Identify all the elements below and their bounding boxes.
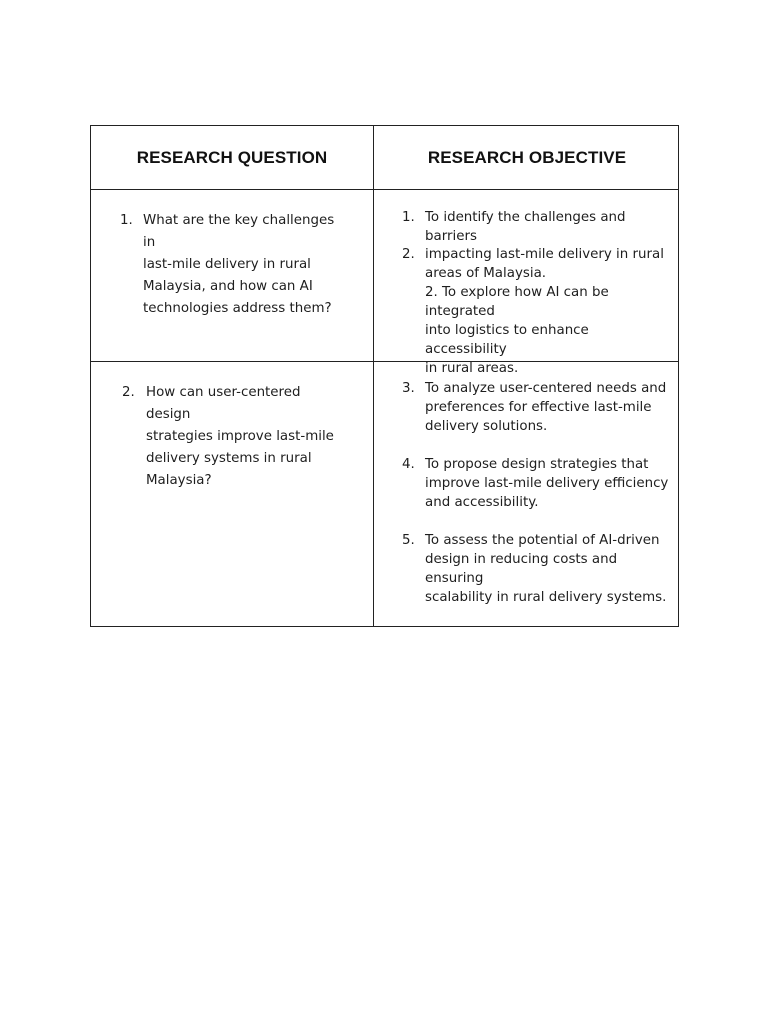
objective-line: and accessibility. (425, 495, 539, 510)
research-table (90, 125, 679, 627)
question-line: delivery systems in rural (146, 451, 312, 466)
objective-line: preferences for effective last-mile (425, 400, 652, 415)
column-divider (373, 126, 374, 626)
question-number: 1. (120, 213, 133, 228)
header-row-divider (91, 189, 678, 190)
objective-line: in rural areas. (425, 361, 519, 376)
objective-line: impacting last-mile delivery in rural (425, 247, 664, 262)
question-line: strategies improve last-mile (146, 429, 334, 444)
question-line: What are the key challenges in (143, 213, 335, 250)
objective-line: To propose design strategies that (425, 457, 649, 472)
objective-item (402, 455, 672, 512)
question-item (122, 382, 344, 492)
objective-item (402, 379, 672, 436)
objective-line: improve last-mile delivery efficiency (425, 476, 669, 491)
objective-number: 2. (402, 247, 415, 262)
objective-line: To identify the challenges and barriers (425, 210, 626, 244)
objective-line: areas of Malaysia. (425, 266, 547, 281)
objective-item (402, 245, 672, 378)
objective-line: into logistics to enhance accessibility (425, 323, 589, 357)
research-objective-header: RESEARCH OBJECTIVE (427, 147, 627, 167)
question-line: How can user-centered design (146, 385, 301, 422)
objective-line: design in reducing costs and ensuring (425, 552, 618, 586)
objective-line: To assess the potential of AI-driven (425, 533, 660, 548)
question-line: technologies address them? (143, 301, 332, 316)
objective-item (402, 531, 672, 607)
question-number: 2. (122, 385, 135, 400)
objective-number: 3. (402, 381, 415, 396)
objective-line: scalability in rural delivery systems. (425, 590, 667, 605)
objective-line: 2. To explore how AI can be integrated (425, 285, 609, 319)
research-question-header: RESEARCH QUESTION (136, 147, 328, 167)
objective-line: To analyze user-centered needs and (425, 381, 667, 396)
objective-item (402, 208, 672, 246)
question-line: last-mile delivery in rural (143, 257, 311, 272)
question-line: Malaysia? (146, 473, 212, 488)
objective-number: 5. (402, 533, 415, 548)
question-item (120, 210, 340, 320)
question-line: Malaysia, and how can AI (143, 279, 313, 294)
objective-line: delivery solutions. (425, 419, 548, 434)
objective-number: 1. (402, 210, 415, 225)
objective-number: 4. (402, 457, 415, 472)
